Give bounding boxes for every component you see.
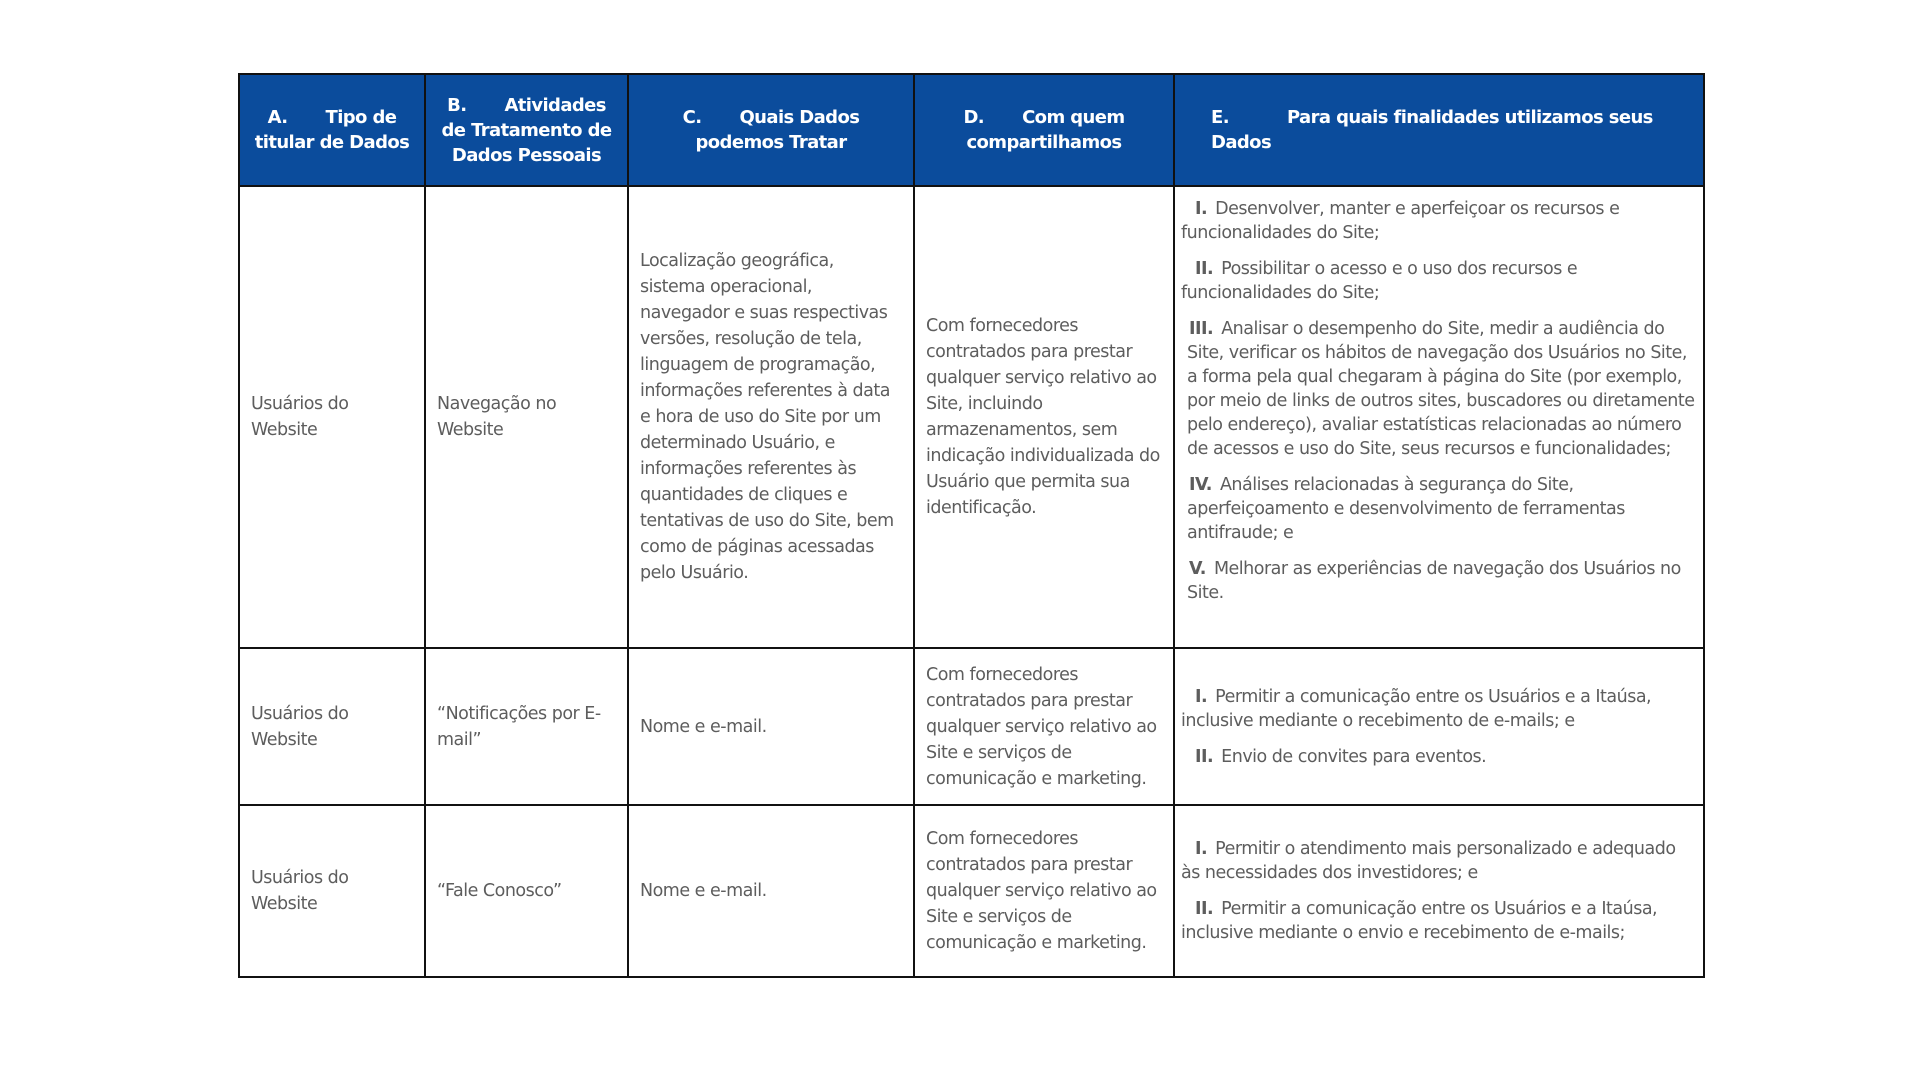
purpose-item: IV. Análises relacionadas à segurança do Site, aperfeiçoamento e desenvolvimento de ferramentas antifraude; e	[1187, 475, 1625, 543]
cell-compartilhamento: Com fornecedores contratados para prestar qualquer serviço relativo ao Site e serviços de comunicação e marketing.	[914, 805, 1174, 977]
purpose-item: II. Possibilitar o acesso e o uso dos recursos e funcionalidades do Site;	[1181, 259, 1578, 303]
cell-compartilhamento: Com fornecedores contratados para prestar qualquer serviço relativo ao Site, incluindo armazenamentos, sem indicação individualizada do Usuário que permita sua identificação.	[914, 186, 1174, 648]
data-processing-table	[238, 73, 1705, 978]
purpose-item: I. Desenvolver, manter e aperfeiçoar os recursos e funcionalidades do Site;	[1181, 199, 1620, 243]
cell-atividade: “Notificações por E-mail”	[425, 648, 628, 805]
table-row	[239, 186, 1704, 648]
purpose-item: II. Envio de convites para eventos.	[1195, 746, 1487, 767]
header-row	[239, 74, 1704, 186]
header-e: E. Para quais finalidades utilizamos seus Dados	[1174, 74, 1704, 186]
cell-dados: Nome e e-mail.	[628, 805, 914, 977]
purpose-item: V. Melhorar as experiências de navegação dos Usuários no Site.	[1187, 559, 1681, 603]
cell-finalidades	[1174, 648, 1704, 805]
cell-dados: Nome e e-mail.	[628, 648, 914, 805]
purpose-item: III. Analisar o desempenho do Site, medir a audiência do Site, verificar os hábitos de navegação dos Usuários no Site, a forma pela qual chegaram à página do Site (por exemplo, por meio de links de outros sites, buscadores ou diretamente pelo endereço), avaliar estatísticas relacionadas ao número de acessos e uso do Site, seus recursos e funcionalidades;	[1187, 319, 1695, 459]
table-row	[239, 805, 1704, 977]
purpose-item: I. Permitir o atendimento mais personalizado e adequado às necessidades dos investidores; e	[1181, 839, 1676, 883]
header-b: B. Atividades de Tratamento de Dados Pessoais	[425, 74, 628, 186]
cell-finalidades	[1174, 186, 1704, 648]
cell-finalidades	[1174, 805, 1704, 977]
cell-titular: Usuários do Website	[239, 186, 425, 648]
header-d: D. Com quem compartilhamos	[914, 74, 1174, 186]
header-c: C. Quais Dados podemos Tratar	[628, 74, 914, 186]
table-row	[239, 648, 1704, 805]
purpose-item: II. Permitir a comunicação entre os Usuários e a Itaúsa, inclusive mediante o envio e recebimento de e-mails;	[1181, 899, 1658, 943]
cell-titular: Usuários do Website	[239, 648, 425, 805]
cell-compartilhamento: Com fornecedores contratados para prestar qualquer serviço relativo ao Site e serviços de comunicação e marketing.	[914, 648, 1174, 805]
cell-titular: Usuários do Website	[239, 805, 425, 977]
purpose-item: I. Permitir a comunicação entre os Usuários e a Itaúsa, inclusive mediante o recebimento de e-mails; e	[1181, 686, 1652, 731]
header-a: A. Tipo de titular de Dados	[239, 74, 425, 186]
cell-dados: Localização geográfica, sistema operacional, navegador e suas respectivas versões, resolução de tela, linguagem de programação, informações referentes à data e hora de uso do Site por um determinado Usuário, e informações referentes às quantidades de cliques e tentativas de uso do Site, bem como de páginas acessadas pelo Usuário.	[628, 186, 914, 648]
cell-atividade: “Fale Conosco”	[425, 805, 628, 977]
cell-atividade: Navegação no Website	[425, 186, 628, 648]
